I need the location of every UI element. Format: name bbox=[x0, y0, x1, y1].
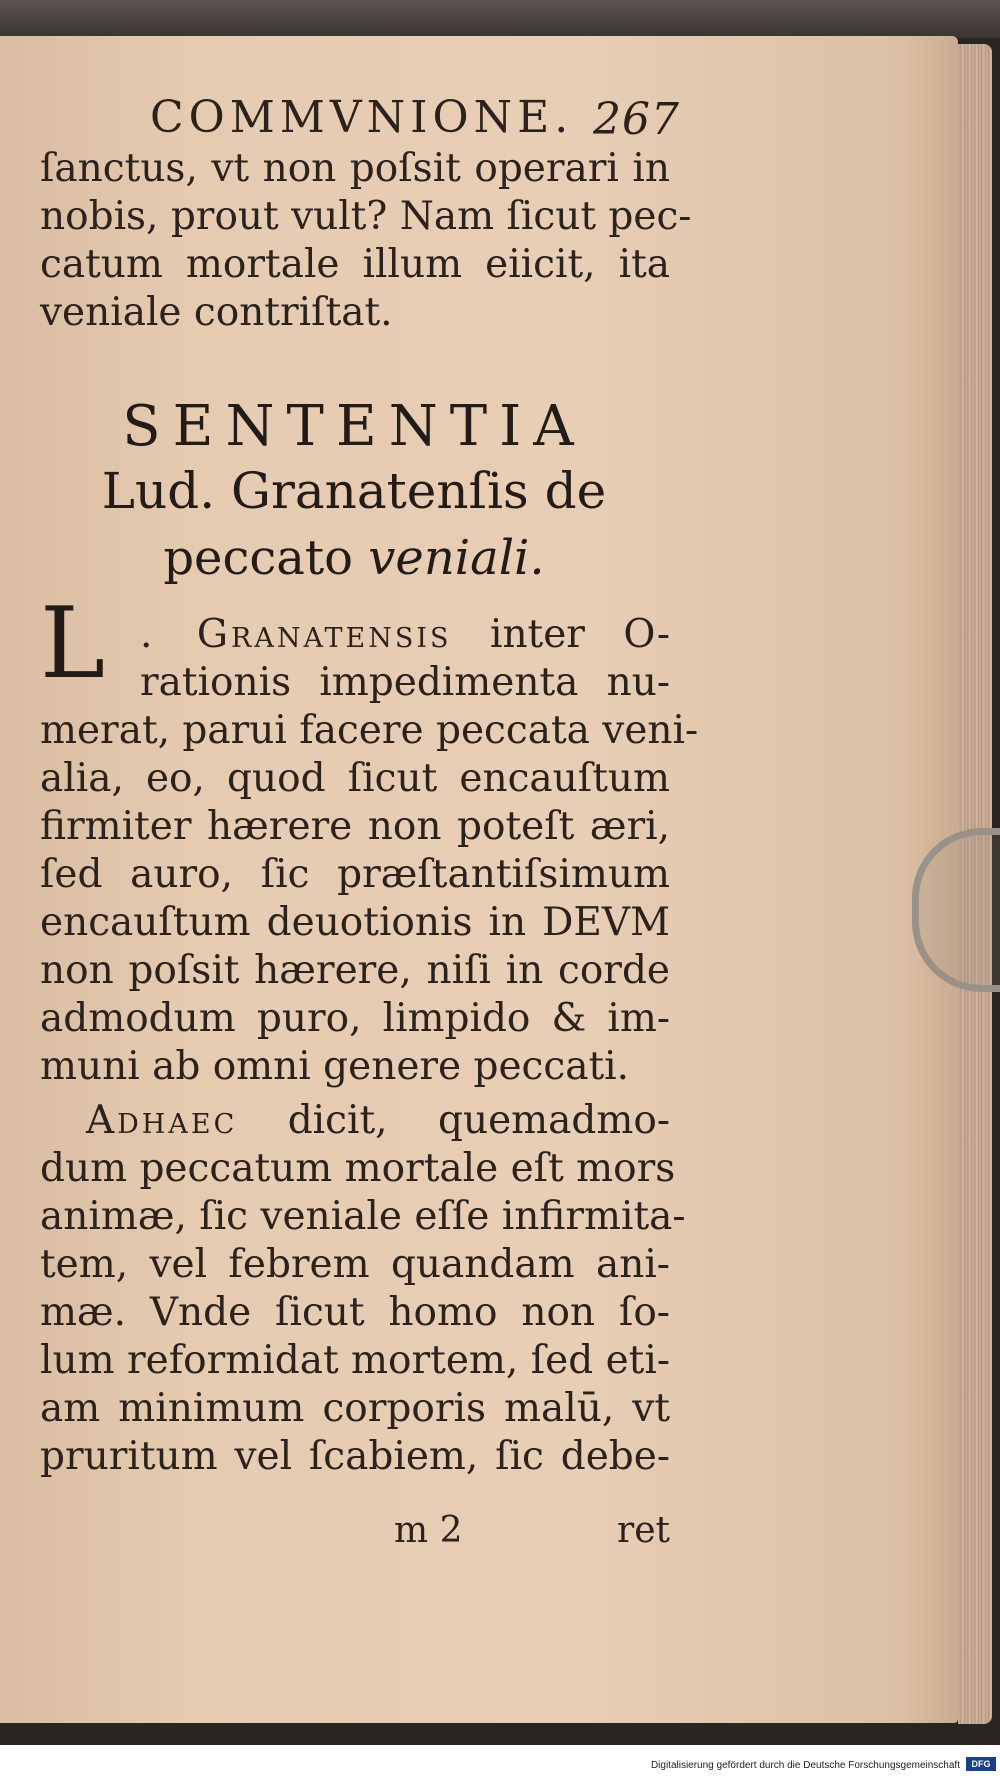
drop-capital: L bbox=[40, 587, 106, 701]
catchword: ret bbox=[617, 1510, 670, 1551]
text-line: ſed auro, ſic præſtantiſsimum bbox=[40, 852, 670, 897]
text-line: encauſtum deuotionis in DEVM bbox=[40, 900, 670, 945]
section-subheading-2 bbox=[44, 530, 664, 586]
digitization-credit: Digitalisierung gefördert durch die Deutsche Forschungsgemeinschaft bbox=[650, 1760, 960, 1771]
text-line: merat, parui facere peccata veni- bbox=[40, 708, 699, 753]
heading-normal-text: peccato bbox=[163, 530, 369, 586]
text-line: catum mortale illum eiicit, ita bbox=[40, 242, 670, 287]
section-subheading: Lud. Granatenſis de bbox=[101, 462, 607, 520]
catchword-row bbox=[394, 1510, 670, 1558]
text-line: mæ. Vnde ſicut homo non ſo- bbox=[40, 1290, 670, 1335]
text-line: tem, vel febrem quandam ani- bbox=[40, 1242, 670, 1287]
text-line: non poſsit hærere, niſi in corde bbox=[40, 948, 670, 993]
text-line: am minimum corporis malū, vt bbox=[40, 1386, 670, 1431]
text-line: firmiter hærere non poteſt æri, bbox=[40, 804, 670, 849]
text-line: rationis impedimenta nu- bbox=[140, 660, 670, 705]
text-line: animæ, ſic veniale eſſe infirmita- bbox=[40, 1194, 686, 1239]
text-line: admodum puro, limpido & im- bbox=[40, 996, 670, 1041]
text-line: muni ab omni genere peccati. bbox=[40, 1044, 630, 1089]
text-line: nobis, prout vult? Nam ſicut pec- bbox=[40, 194, 692, 239]
text-line: pruritum vel ſcabiem, ſic debe- bbox=[40, 1434, 670, 1479]
scan-background-top bbox=[0, 0, 1000, 38]
text-line: lum reformidat mortem, ſed eti- bbox=[40, 1338, 670, 1383]
signature-mark: m 2 bbox=[394, 1510, 463, 1551]
section-heading: SENTENTIA bbox=[122, 394, 586, 459]
text-line: dum peccatum mortale eſt mors bbox=[40, 1146, 676, 1191]
text-line: alia, eo, quod ſicut encauſtum bbox=[40, 756, 670, 801]
text-line: ſanctus, vt non poſsit operari in bbox=[40, 146, 670, 191]
text-line: Adhaec dicit, quemadmo- bbox=[86, 1098, 670, 1143]
running-head bbox=[150, 92, 680, 143]
text-line: . Granatensis inter O- bbox=[140, 612, 670, 657]
dfg-logo-icon: DFG bbox=[966, 1757, 996, 1771]
heading-italic-text: veniali. bbox=[368, 530, 545, 586]
text-line: veniale contriſtat. bbox=[40, 290, 393, 335]
running-head-title: COMMVNIONE. bbox=[150, 92, 574, 143]
page-number: 267 bbox=[593, 94, 680, 145]
